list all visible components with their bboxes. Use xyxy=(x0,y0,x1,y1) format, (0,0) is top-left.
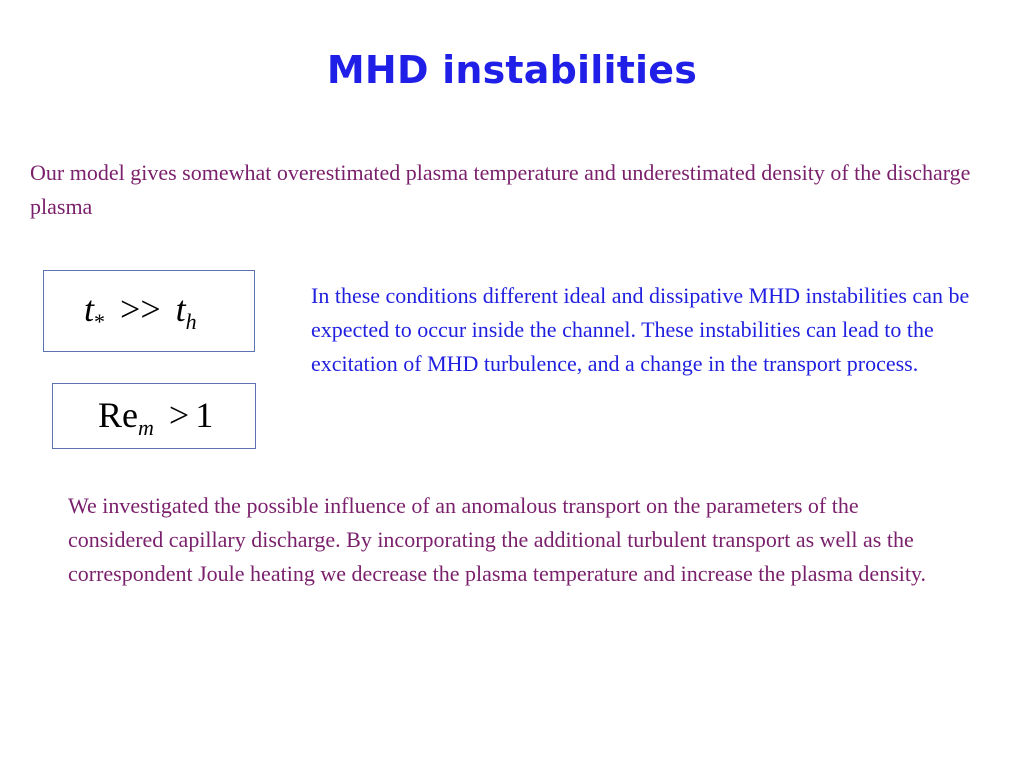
t-h-symbol: t xyxy=(175,289,186,329)
re-rhs-value: 1 xyxy=(195,395,214,435)
reynolds-equation xyxy=(98,394,214,440)
time-scale-equation-box xyxy=(43,270,255,352)
conditions-paragraph: In these conditions different ideal and dissipative MHD instabilities can be expected to occur inside the channel. These instabilities can lead to the excitation of MHD turbulence, and a change in the transport process. xyxy=(311,283,970,376)
t-star-subscript: * xyxy=(94,309,106,334)
slide-title: MHD instabilities xyxy=(326,48,698,92)
t-star-symbol: t xyxy=(84,289,95,329)
conclusion-paragraph: We investigated the possible influence of an anomalous transport on the parameters of the considered capillary discharge. By incorporating the additional turbulent transport as well as the correspondent Joule heating we decrease the plasma temperature and increase the plasma density. xyxy=(68,493,927,586)
time-scale-equation xyxy=(84,288,197,334)
reynolds-equation-box xyxy=(52,383,256,449)
much-greater-operator: >> xyxy=(120,289,161,329)
re-symbol: Re xyxy=(98,395,138,435)
intro-paragraph: Our model gives somewhat overestimated plasma temperature and underestimated density of the discharge plasma xyxy=(30,160,971,219)
t-h-subscript: h xyxy=(185,309,197,334)
greater-operator: > xyxy=(168,395,190,435)
re-subscript: m xyxy=(138,415,154,440)
